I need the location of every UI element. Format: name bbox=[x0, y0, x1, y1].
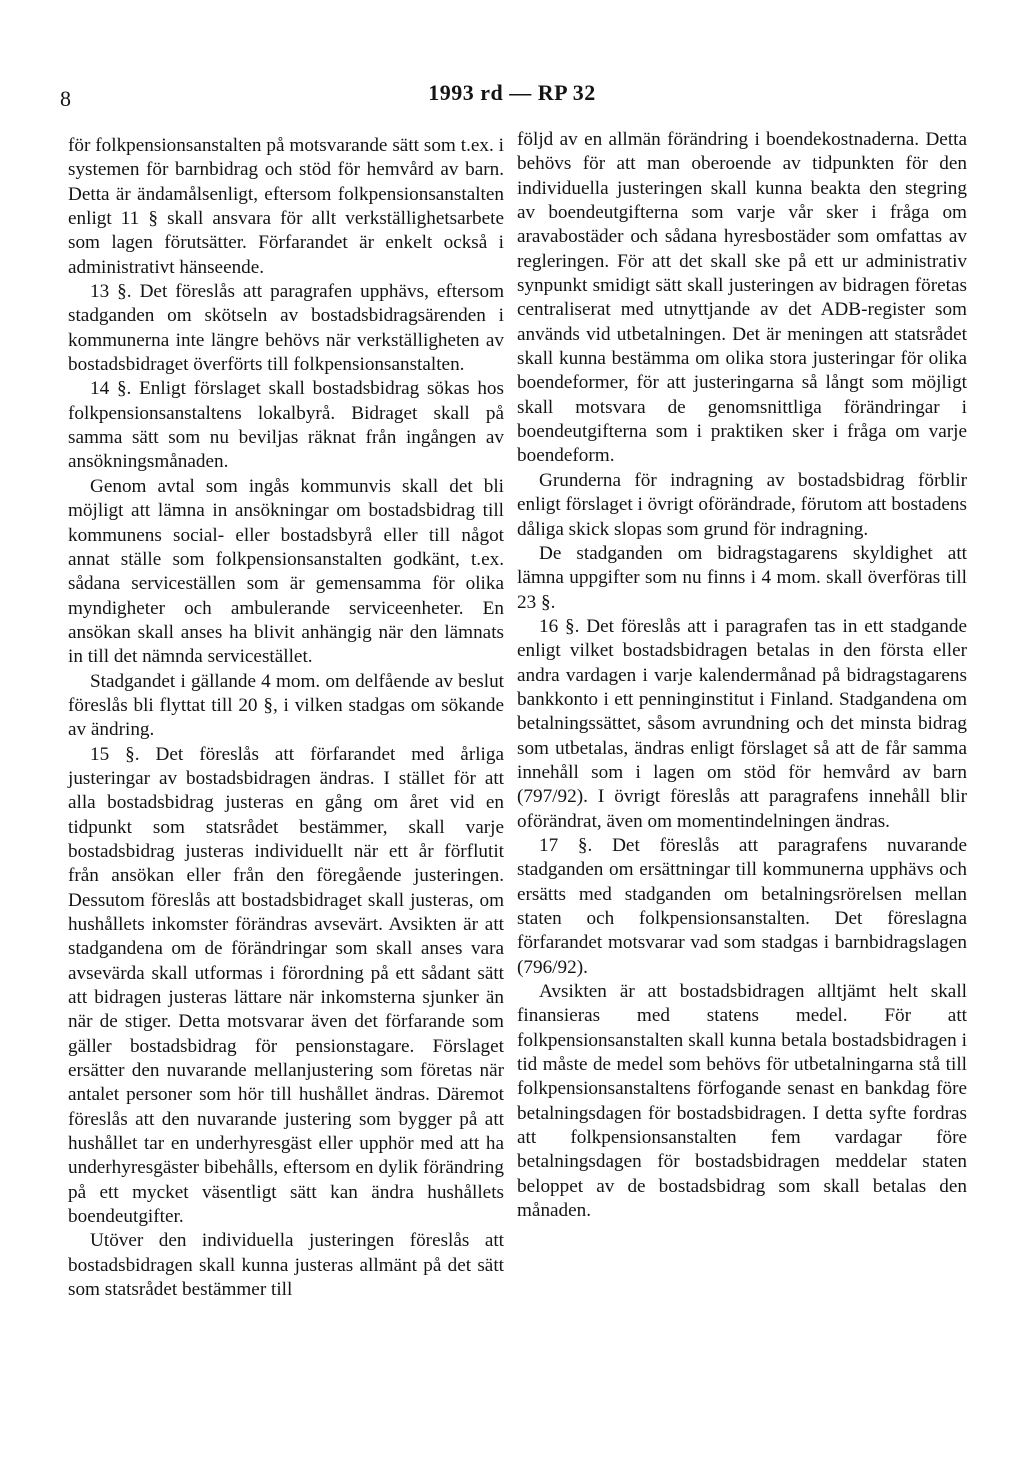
paragraph: 13 §. Det föreslås att paragrafen upphävs, eftersom stadganden om skötseln av bostadsbidragsärenden i kommunerna inte längre behövs när verkställigheten av bostadsbidraget överförts till folkpensionsanstalten. bbox=[68, 281, 504, 376]
paragraph: 17 §. Det föreslås att paragrafens nuvarande stadganden om ersättningar till kommunerna upphävs och ersätts med stadganden om betalningsrörelsen mellan staten och folkpensionsanstalten. Det föreslagna förfarandet motsvarar vad som stadgas i barnbidragslagen (796/92). bbox=[517, 834, 967, 978]
page-number: 8 bbox=[60, 86, 71, 111]
paragraph: Stadgandet i gällande 4 mom. om delfående av beslut föreslås bli flyttat till 20 §, i vilken stadgas om sökande av ändring. bbox=[68, 670, 504, 741]
paragraph: Avsikten är att bostadsbidragen alltjämt helt skall finansieras med statens medel. För att folkpensionsanstalten skall kunna betala bostadsbidragen i tid måste de medel som behövs för utbetalningarna stå till folkpensionsanstaltens förfogande senast en bankdag före betalningsdagen för bostadsbidragen. I detta syfte fordras att folkpensionsanstalten fem vardagar före betalningsdagen för bostadsbidragen meddelar staten beloppet av de bostadsbidrag som skall betalas den månaden. bbox=[517, 981, 967, 1222]
paragraph: 14 §. Enligt förslaget skall bostadsbidrag sökas hos folkpensionsanstaltens lokalbyrå. Bidraget skall på samma sätt som nu beviljas räknat från ingången av ansökningsmånaden. bbox=[68, 378, 504, 473]
paragraph: De stadganden om bidragstagarens skyldighet att lämna uppgifter som nu finns i 4 mom. skall överföras till 23 §. bbox=[517, 542, 967, 613]
paragraph: Grunderna för indragning av bostadsbidrag förblir enligt förslaget i övrigt oförändrade, förutom att bostadens dåliga skick slopas som grund för indragning. bbox=[517, 469, 967, 540]
paragraph: 16 §. Det föreslås att i paragrafen tas in ett stadgande enligt vilket bostadsbidragen betalas in den första eller andra vardagen i varje kalendermånad på bidragstagarens bankkonto i ett penninginstitut i Finland. Stadgandena om betalningssättet, såsom avrundning och det minsta bidrag som utbetalas, ändras enligt förslaget så att de får samma innehåll som i lagen om stöd för hemvård av barn (797/92). I övrigt föreslås att paragrafens innehåll blir oförändrat, även om momentindelningen ändras. bbox=[517, 615, 967, 832]
paragraph: för folkpensionsanstalten på motsvarande sätt som t.ex. i systemen för barnbidrag och stöd för hemvård av barn. Detta är ändamålsenligt, eftersom folkpensionsanstalten enligt 11 § skall ansvara för allt verkställighetsarbete som lagen förutsätter. Förfarandet är enkelt också i administrativt hänseende. bbox=[68, 135, 504, 278]
paragraph: 15 §. Det föreslås att förfarandet med årliga justeringar av bostadsbidragen ändras. I stället för att alla bostadsbidrag justeras en gång om året vid en tidpunkt som statsrådet bestämmer, skall varje bostadsbidrag justeras individuellt när ett år förflutit från ansökan eller från den föregående justeringen. Dessutom föreslås att bostadsbidraget skall justeras, om hushållets inkomster förändras avsevärt. Avsikten är att stadgandena om de förändringar som skall anses vara avsevärda skall utformas i förordning på ett sådant sätt att bidragen justeras lättare när inkomsterna sjunker än när de stiger. Detta motsvarar även det förfarande som gäller bostadsbidrag för pensionstagare. Förslaget ersätter den nuvarande mellanjustering som företas när antalet personer som hör till hushållet ändras. Däremot föreslås att den nuvarande justering som bygger på att hushållet tar en underhyresgäst eller upphör med att ha underhyresgäster bibehålls, eftersom en dylik förändring på ett mycket väsentligt sätt kan ändra hushållets boendeutgifter. bbox=[68, 743, 504, 1228]
running-header: 1993 rd — RP 32 bbox=[428, 80, 596, 105]
paragraph: Genom avtal som ingås kommunvis skall det bli möjligt att lämna in ansökningar om bostadsbidrag till kommunens social- eller bostadsbyrå eller till något annat ställe som folkpensionsanstalten godkänt, t.ex. sådana serviceställen som är gemensamma för olika myndigheter och ambulerande serviceenheter. En ansökan skall anses ha blivit anhängig när den lämnats in till det nämnda servicestället. bbox=[68, 475, 504, 668]
paragraph: följd av en allmän förändring i boendekostnaderna. Detta behövs för att man oberoende av tidpunkten för den individuella justeringen skall kunna beakta den stegring av boendeutgifterna som varje vår sker i fråga om aravabostäder och sådana hyresbostäder som omfattas av regleringen. För att det skall ske på ett ur administrativ synpunkt smidigt sätt skall justeringen av bidragen företas centraliserat med utnyttjande av det ADB-register som används vid utbetalningen. Det är meningen att statsrådet skall kunna bestämma om olika stora justeringar för olika boendeformer, för att justeringarna så långt som möjligt skall motsvara de genomsnittliga förändringar i boendeutgifterna som i praktiken sker i fråga om varje boendeform. bbox=[517, 129, 967, 467]
right-column bbox=[517, 128, 967, 1223]
paragraph: Utöver den individuella justeringen föreslås att bostadsbidragen skall kunna justeras allmänt på det sätt som statsrådet bestämmer till bbox=[68, 1230, 504, 1301]
left-column bbox=[68, 134, 504, 1303]
